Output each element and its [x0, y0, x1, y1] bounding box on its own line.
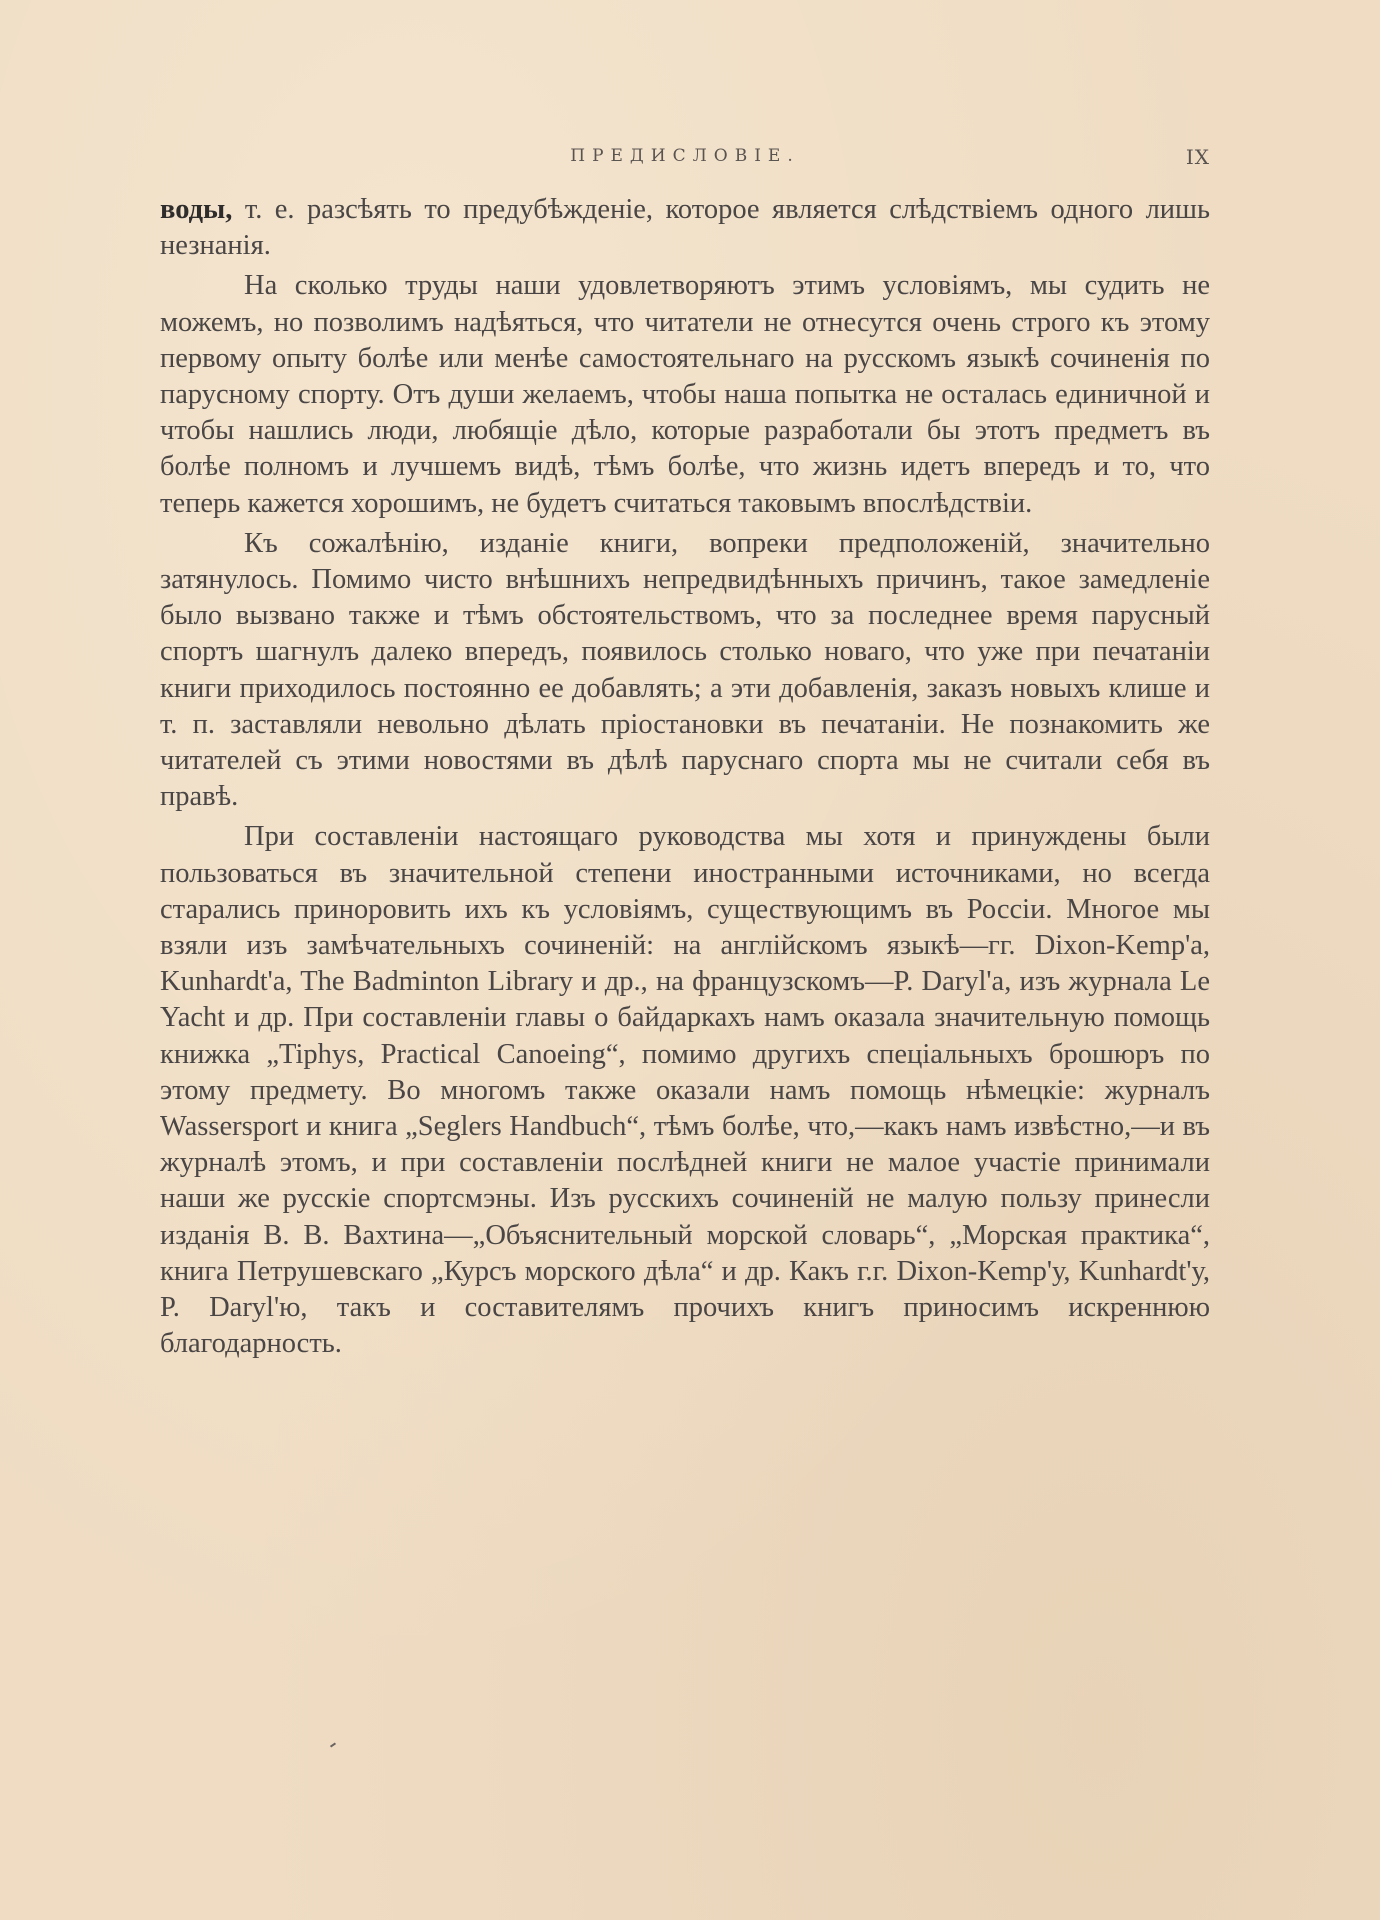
paragraph-continuation: [160, 192, 1210, 264]
paragraph: Къ сожалѣнію, изданіе книги, вопреки предположеній, значительно затянулось. Помимо чисто внѣшнихъ непредвидѣнныхъ причинъ, такое замедленіе было вызвано также и тѣмъ обстоятельствомъ, что за последнее время парусный спортъ шагнулъ далеко впередъ, появилось столько новаго, что уже при печатаніи книги приходилось постоянно ее добавлять; а эти добавленія, заказъ новыхъ клише и т. п. заставляли невольно дѣлать пріостановки въ печатаніи. Не познакомить же читателей съ этими новостями въ дѣлѣ паруснаго спорта мы не считали себя въ правѣ.: [160, 527, 1210, 813]
paragraph-lead-word: воды,: [160, 194, 233, 225]
body-text: [160, 192, 1210, 1365]
running-header: [160, 146, 1210, 170]
paragraph-text: т. е. разсѣять то предубѣжденіе, которое является слѣдствіемъ одного лишь незнанія.: [160, 194, 1210, 262]
page-number: IX: [1185, 145, 1210, 169]
ink-speck: [330, 1742, 336, 1747]
paragraph: При составленіи настоящаго руководства мы хотя и принуждены были пользоваться въ значительной степени иностранными источниками, но всегда старались приноровить ихъ къ условіямъ, существующимъ въ Россіи. Многое мы взяли изъ замѣчательныхъ сочиненій: на англійскомъ языкѣ—гг. Dixon-Kemp'a, Kunhardt'a, The Badminton Library и др., на французскомъ—P. Daryl'a, изъ журнала Le Yacht и др. При составленіи главы о байдаркахъ намъ оказала значительную помощь книжка „Tiphys, Practical Canoeing“, помимо другихъ спеціальныхъ брошюръ по этому предмету. Во многомъ также оказали намъ помощь нѣмецкіе: журналъ Wassersport и книга „Seglers Handbuch“, тѣмъ болѣе, что,—какъ намъ извѣстно,—и въ журналѣ этомъ, и при составленіи послѣдней книги не малое участіе принимали наши же русскіе спортсмэны. Изъ русскихъ сочиненій не малую пользу принесли изданія В. В. Вахтина—„Объяснительный морской словарь“, „Морская практика“, книга Петрушевскаго „Курсъ морского дѣла“ и др. Какъ г.г. Dixon-Kemp'у, Kunhardt'у, P. Daryl'ю, такъ и составителямъ прочихъ книгъ приносимъ искреннюю благодарность.: [160, 821, 1210, 1360]
running-title: ПРЕДИСЛОВІЕ.: [570, 146, 800, 166]
paragraph: На сколько труды наши удовлетворяютъ этимъ условіямъ, мы судить не можемъ, но позволимъ надѣяться, что читатели не отнесутся очень строго къ этому первому опыту болѣе или менѣе самостоятельнаго на русскомъ языкѣ сочиненія по парусному спорту. Отъ души желаемъ, чтобы наша попытка не осталась единичной и чтобы нашлись люди, любящіе дѣло, которые разработали бы этотъ предметъ въ болѣе полномъ и лучшемъ видѣ, тѣмъ болѣе, что жизнь идетъ впередъ и то, что теперь кажется хорошимъ, не будетъ считаться таковымъ впослѣдствіи.: [160, 270, 1210, 519]
